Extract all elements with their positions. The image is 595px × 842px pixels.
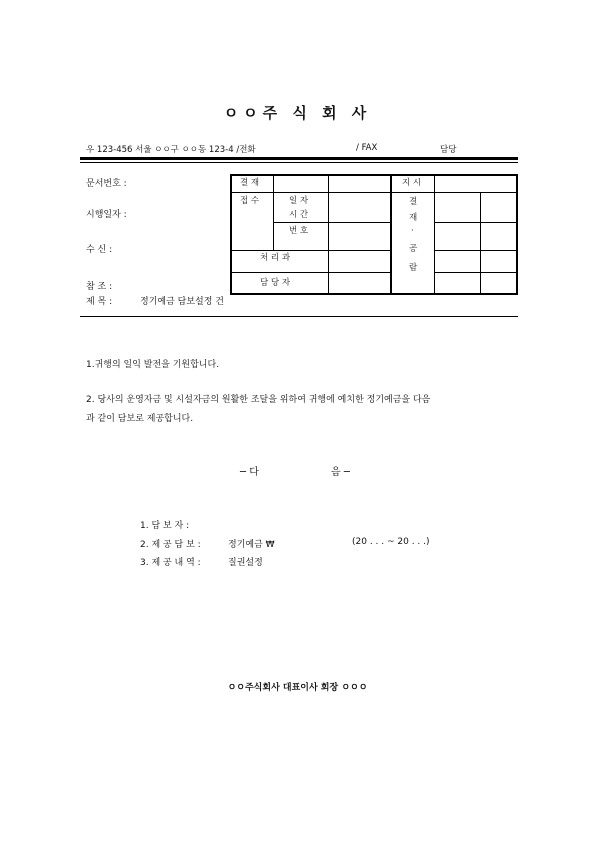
processing-dept-cell: 처 리 과	[260, 253, 291, 263]
item-3-label: 3. 제 공 내 역 :	[140, 558, 201, 568]
effective-date-label: 시행일자 :	[86, 210, 127, 220]
time-cell: 시 간	[289, 210, 309, 220]
item-2-period: (20 . . . ~ 20 . . .)	[352, 537, 430, 547]
item-1-label: 1. 담 보 자 :	[140, 521, 190, 531]
subject-value: 정기예금 담보설정 건	[140, 297, 224, 307]
paragraph-2-line-2: 과 같이 담보로 제공합니다.	[86, 414, 194, 424]
signature-line: ㅇㅇ주식회사 대표이사 회장 ㅇㅇㅇ	[227, 683, 368, 693]
item-2-value: 정기예금 ₩	[228, 540, 275, 550]
subject-label: 제 목 :	[86, 297, 113, 307]
fax-label: / FAX	[356, 143, 378, 153]
details-heading-left: ─ 다	[240, 467, 259, 478]
approval-vertical-char: ·	[411, 226, 414, 236]
form-bottom-rule	[80, 316, 518, 317]
approval-vertical-char: 람	[409, 263, 418, 273]
header-thin-rule	[80, 162, 518, 163]
company-address: 우 123-456 서울 ㅇㅇ구 ㅇㅇ동 123-4 /전화	[86, 145, 256, 155]
paragraph-1: 1.귀행의 일익 발전을 기원합니다.	[86, 360, 220, 370]
contact-label: 담당	[440, 145, 457, 155]
approval-vertical-char: 재	[409, 213, 418, 223]
person-in-charge-cell: 담 당 자	[260, 278, 291, 288]
approval-cell: 결 재	[240, 178, 260, 188]
header-thick-rule	[80, 157, 518, 160]
recipient-label: 수 신 :	[86, 245, 113, 255]
receipt-cell: 접 수	[240, 196, 260, 206]
approval-vertical-char: 결	[409, 197, 418, 207]
date-cell: 일 자	[289, 196, 309, 206]
approval-vertical-char: 공	[409, 244, 418, 254]
item-3-value: 질권설정	[228, 558, 263, 568]
company-title: ㅇㅇ주 식 회 사	[223, 104, 372, 122]
item-2-label: 2. 제 공 담 보 :	[140, 540, 201, 550]
details-heading-right: 음 ─	[331, 467, 350, 478]
paragraph-2-line-1: 2. 당사의 운영자금 및 시설자금의 원활한 조달을 위하여 귀행에 예치한 정기예금을 다음	[86, 395, 431, 405]
number-cell: 번 호	[289, 226, 309, 236]
reference-label: 참 조 :	[86, 282, 113, 292]
instruction-cell: 지 시	[402, 178, 422, 188]
doc-number-label: 문서번호 :	[86, 179, 127, 189]
